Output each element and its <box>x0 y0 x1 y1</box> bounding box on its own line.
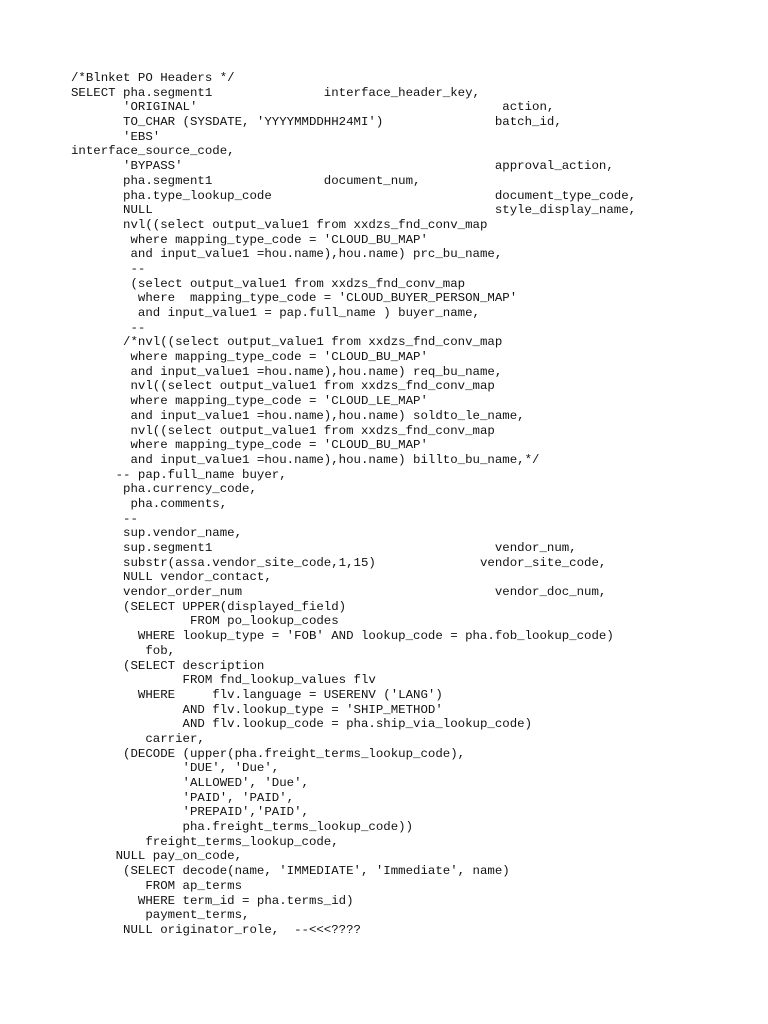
code-line: sup.vendor_name, <box>71 526 243 541</box>
code-line: TO_CHAR (SYSDATE, 'YYYYMMDDHH24MI') batch_id, <box>71 115 562 130</box>
code-line: (SELECT decode(name, 'IMMEDIATE', 'Immediate', name) <box>71 864 510 879</box>
code-line: nvl((select output_value1 from xxdzs_fnd_conv_map <box>71 423 495 438</box>
code-line: WHERE lookup_type = 'FOB' AND lookup_code = pha.fob_lookup_code) <box>71 629 614 644</box>
code-line: and input_value1 = pap.full_name ) buyer_name, <box>71 306 480 320</box>
code-line: FROM fnd_lookup_values flv <box>71 673 376 688</box>
code-line: NULL originator_role, --<<<???? <box>71 922 361 937</box>
code-line: 'ALLOWED', 'Due', <box>71 776 309 790</box>
code-line: nvl((select output_value1 from xxdzs_fnd_conv_map <box>71 379 495 394</box>
code-line: AND flv.lookup_code = pha.ship_via_lookup_code) <box>71 717 533 732</box>
code-line: and input_value1 =hou.name),hou.name) billto_bu_name,*/ <box>71 452 540 467</box>
code-line: fob, <box>71 643 176 658</box>
code-line: pha.currency_code, <box>71 482 257 497</box>
code-line: -- pap.full_name buyer, <box>71 467 287 482</box>
code-line: WHERE term_id = pha.terms_id) <box>71 893 354 908</box>
code-line: pha.segment1 document_num, <box>71 173 421 188</box>
code-line: 'PAID', 'PAID', <box>71 790 295 805</box>
code-line: and input_value1 =hou.name),hou.name) soldto_le_name, <box>71 408 525 423</box>
code-line: NULL pay_on_code, <box>71 849 243 864</box>
code-line: WHERE flv.language = USERENV ('LANG') <box>71 687 443 702</box>
code-line: where mapping_type_code = 'CLOUD_BU_MAP' <box>71 232 428 247</box>
code-line: interface_source_code, <box>71 144 235 159</box>
code-line: pha.comments, <box>71 496 228 511</box>
code-line: (select output_value1 from xxdzs_fnd_conv_map <box>71 276 466 291</box>
code-line: 'DUE', 'Due', <box>71 761 280 776</box>
code-line: carrier, <box>71 731 205 746</box>
code-line: payment_terms, <box>71 908 250 923</box>
code-line: vendor_order_num vendor_doc_num, <box>71 585 607 600</box>
sql-code-block <box>71 71 636 938</box>
code-line: (SELECT UPPER(displayed_field) <box>71 599 347 614</box>
code-line: -- <box>71 320 146 335</box>
code-line: NULL style_display_name, <box>71 203 637 218</box>
code-line: -- <box>71 261 146 276</box>
code-line: and input_value1 =hou.name),hou.name) prc_bu_name, <box>71 247 503 262</box>
code-line: pha.type_lookup_code document_type_code, <box>71 188 637 203</box>
code-line: -- <box>71 511 138 526</box>
code-line: and input_value1 =hou.name),hou.name) req_bu_name, <box>71 364 503 379</box>
code-line: where mapping_type_code = 'CLOUD_BU_MAP' <box>71 350 428 365</box>
code-line: freight_terms_lookup_code, <box>71 834 339 849</box>
code-line: /*nvl((select output_value1 from xxdzs_fnd_conv_map <box>71 335 503 350</box>
code-line: 'PREPAID','PAID', <box>71 805 309 820</box>
code-line: AND flv.lookup_type = 'SHIP_METHOD' <box>71 702 443 717</box>
code-line: FROM po_lookup_codes <box>71 614 339 629</box>
code-line: SELECT pha.segment1 interface_header_key, <box>71 85 480 100</box>
code-line: FROM ap_terms <box>71 878 243 893</box>
code-line: (DECODE (upper(pha.freight_terms_lookup_code), <box>71 746 466 761</box>
code-line: 'ORIGINAL' action, <box>71 100 555 115</box>
code-line: 'EBS' <box>71 129 161 144</box>
code-line: where mapping_type_code = 'CLOUD_LE_MAP' <box>71 394 428 409</box>
code-line: NULL vendor_contact, <box>71 570 272 585</box>
code-line: (SELECT description <box>71 658 265 673</box>
code-line: nvl((select output_value1 from xxdzs_fnd_conv_map <box>71 217 488 232</box>
code-line: /*Blnket PO Headers */ <box>71 71 235 85</box>
code-line: pha.freight_terms_lookup_code)) <box>71 820 414 835</box>
code-line: where mapping_type_code = 'CLOUD_BUYER_PERSON_MAP' <box>71 291 518 306</box>
code-line: sup.segment1 vendor_num, <box>71 541 577 555</box>
code-line: substr(assa.vendor_site_code,1,15) vendor_site_code, <box>71 555 607 570</box>
code-line: 'BYPASS' approval_action, <box>71 159 614 174</box>
code-line: where mapping_type_code = 'CLOUD_BU_MAP' <box>71 438 428 453</box>
